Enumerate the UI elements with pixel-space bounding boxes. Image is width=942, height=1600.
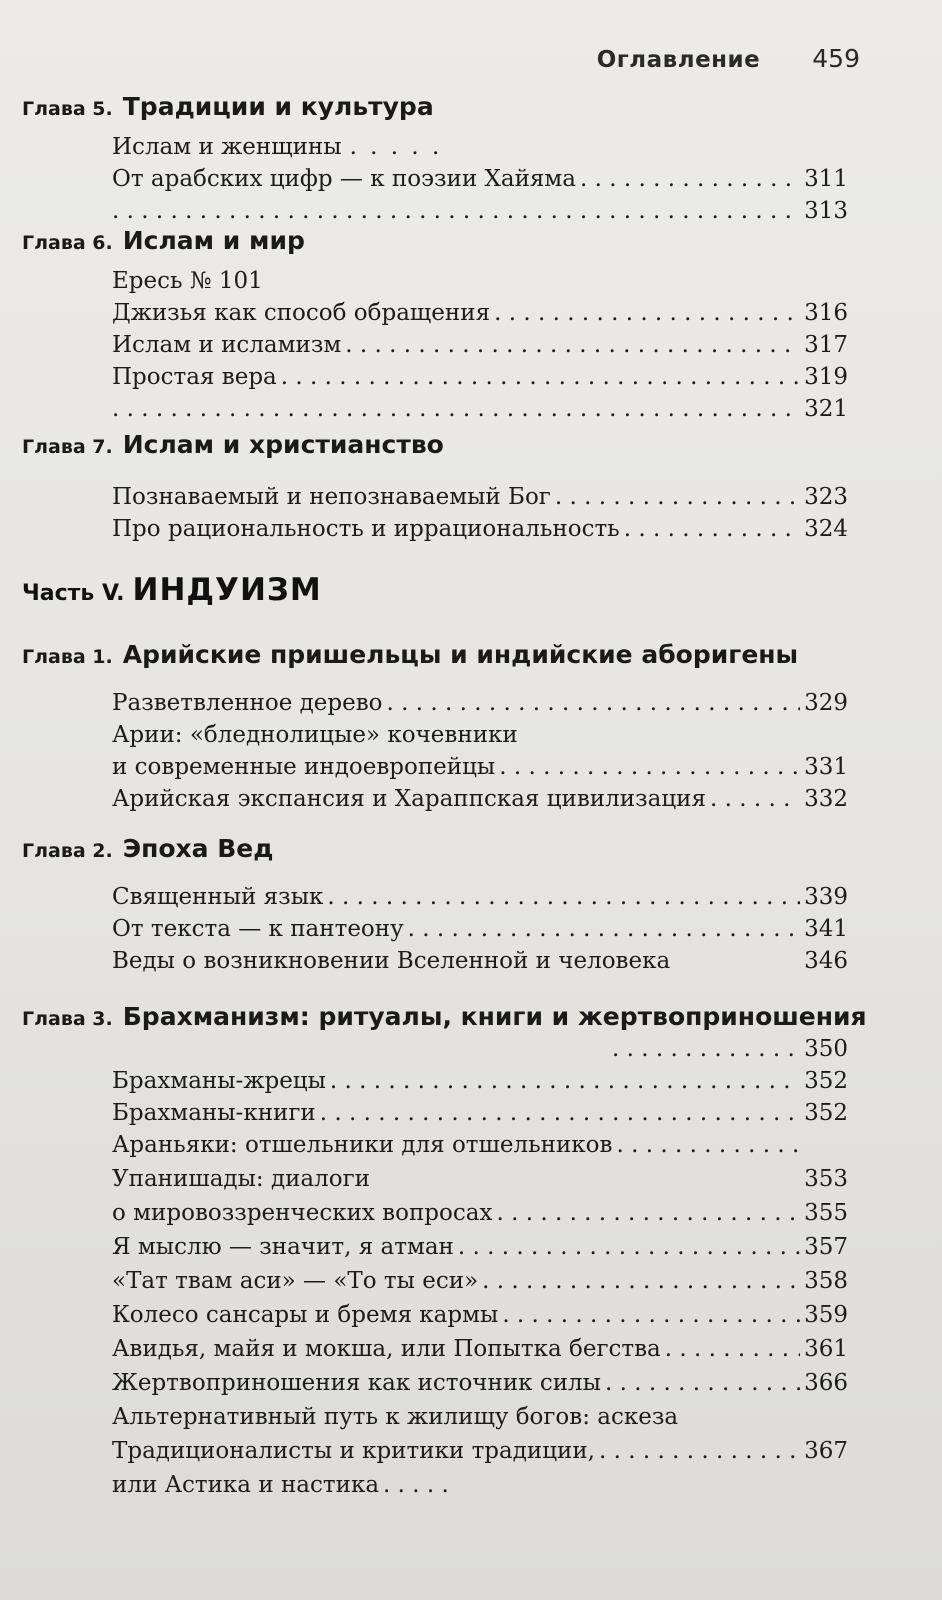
running-head [597, 44, 860, 73]
entry-page: 352 [804, 1100, 848, 1126]
entry-title: Араньяки: отшельники для отшельников [112, 1132, 613, 1158]
toc-entry[interactable] [112, 1336, 848, 1368]
chapter-label: Глава 1. [22, 646, 113, 668]
entry-page: 311 [804, 166, 848, 192]
entry-title: Брахманы-жрецы [112, 1068, 326, 1094]
entry-title: Традиционалисты и критики традиции, [112, 1438, 595, 1464]
toc-entry[interactable] [112, 1234, 848, 1266]
chapter-heading [22, 834, 273, 863]
entry-page: 361 [804, 1336, 848, 1362]
entry-title: От текста — к пантеону [112, 916, 404, 942]
part-label: Часть V. [22, 581, 125, 606]
entry-page: 357 [804, 1234, 848, 1260]
entry-title: От арабских цифр — к поэзии Хайяма [112, 166, 577, 192]
chapter-title: Арийские пришельцы и индийские аборигены [122, 640, 799, 669]
toc-entry[interactable] [112, 786, 848, 818]
running-title: Оглавление [596, 47, 761, 73]
entry-title: Авидья, майя и мокша, или Попытка бегства [112, 1336, 661, 1362]
entry-page: 321 [804, 396, 848, 422]
chapter-label: Глава 2. [22, 840, 113, 862]
entry-title: Ислам и женщины [112, 134, 342, 160]
entry-title: Арийская экспансия и Хараппская цивилизация [112, 786, 706, 812]
entry-title: или Астика и настика [112, 1472, 380, 1498]
entry-page: 353 [804, 1166, 848, 1192]
entry-title: Ересь № 101 [112, 268, 263, 294]
toc-entry[interactable] [112, 948, 848, 980]
entry-page: 358 [804, 1268, 848, 1294]
entry-title: Познаваемый и непознаваемый Бог [112, 484, 551, 510]
chapter-label: Глава 3. [22, 1008, 113, 1030]
toc-entry[interactable] [112, 396, 848, 428]
chapter-title: Эпоха Вед [122, 834, 274, 863]
entry-title: Колесо сансары и бремя кармы [112, 1302, 499, 1328]
entry-page: 316 [804, 300, 848, 326]
toc-entry[interactable] [112, 1472, 848, 1504]
entry-page: 346 [804, 948, 848, 974]
entry-title: Ислам и исламизм [112, 332, 342, 358]
toc-entry[interactable] [112, 1132, 848, 1164]
entry-title: Джизья как способ обращения [112, 300, 491, 326]
toc-entry[interactable] [112, 364, 848, 396]
entry-page: 352 [804, 1068, 848, 1094]
toc-entry[interactable] [112, 1068, 848, 1100]
chapter-heading [22, 226, 305, 255]
entry-title: Альтернативный путь к жилищу богов: аскеза [112, 1404, 679, 1430]
entry-title: Про рациональность и иррациональность [112, 516, 620, 542]
chapter-title: Ислам и мир [122, 226, 305, 255]
entry-page: 332 [804, 786, 848, 812]
part-title: ИНДУИЗМ [132, 572, 322, 608]
chapter-heading [22, 640, 798, 669]
toc-entry[interactable] [112, 884, 848, 916]
toc-entry[interactable] [112, 166, 848, 198]
entry-title: Веды о возникновении Вселенной и человека [112, 948, 671, 974]
entry-page: 341 [804, 916, 848, 942]
entry-page: 355 [804, 1200, 848, 1226]
toc-entry[interactable] [112, 1302, 848, 1334]
entry-page: 339 [804, 884, 848, 910]
entry-title: Арии: «бледнолицые» кочевники [112, 722, 518, 748]
entry-page: 366 [804, 1370, 848, 1396]
entry-page: 323 [804, 484, 848, 510]
toc-entry[interactable] [112, 1438, 848, 1470]
entry-title: Священный язык [112, 884, 324, 910]
part-heading [22, 572, 322, 608]
entry-page: 359 [804, 1302, 848, 1328]
toc-entry[interactable] [112, 690, 848, 722]
toc-entry[interactable] [112, 1166, 848, 1198]
entry-page: 350 [804, 1036, 848, 1062]
toc-entry[interactable]: Ислам и женщины . . . . . [112, 134, 443, 160]
toc-entry[interactable] [112, 300, 848, 332]
toc-entry[interactable] [112, 916, 848, 948]
chapter-heading [22, 430, 444, 459]
chapter-title: Традиции и культура [122, 92, 434, 121]
entry-page: 329 [804, 690, 848, 716]
entry-page: 317 [804, 332, 848, 358]
toc-entry[interactable] [112, 268, 848, 300]
chapter-heading [22, 1002, 867, 1031]
entry-title: Жертвоприношения как источник силы [112, 1370, 601, 1396]
entry-page: 331 [804, 754, 848, 780]
chapter-label: Глава 6. [22, 232, 113, 254]
toc-entry[interactable] [112, 1100, 848, 1132]
toc-entry[interactable] [112, 1268, 848, 1300]
entry-page: 324 [804, 516, 848, 542]
entry-page: 367 [804, 1438, 848, 1464]
entry-title: Я мыслю — значит, я атман [112, 1234, 454, 1260]
entry-title: Упанишады: диалоги [112, 1166, 370, 1192]
page-number: 459 [812, 44, 860, 73]
toc-entry[interactable] [112, 332, 848, 364]
entry-title: Брахманы-книги [112, 1100, 316, 1126]
toc-entry[interactable] [112, 1404, 848, 1436]
entry-title: о мировоззренческих вопросах [112, 1200, 493, 1226]
toc-entry[interactable] [112, 1200, 848, 1232]
chapter-label: Глава 5. [22, 98, 113, 120]
toc-entry[interactable] [112, 1370, 848, 1402]
entry-page: 319 [804, 364, 848, 390]
entry-title: Простая вера [112, 364, 277, 390]
chapter-title: Ислам и христианство [122, 430, 444, 459]
toc-entry[interactable] [112, 1036, 848, 1068]
toc-entry[interactable] [112, 484, 848, 516]
entry-title: «Тат твам аси» — «То ты еси» [112, 1268, 479, 1294]
toc-entry[interactable] [112, 754, 848, 786]
entry-page: 313 [804, 198, 848, 224]
chapter-label: Глава 7. [22, 436, 113, 458]
chapter-title: Брахманизм: ритуалы, книги и жертвоприношения [122, 1002, 867, 1031]
toc-entry[interactable] [112, 516, 848, 548]
toc-entry[interactable] [112, 722, 848, 754]
entry-title: Разветвленное дерево [112, 690, 383, 716]
entry-title: и современные индоевропейцы [112, 754, 496, 780]
chapter-heading [22, 92, 434, 121]
